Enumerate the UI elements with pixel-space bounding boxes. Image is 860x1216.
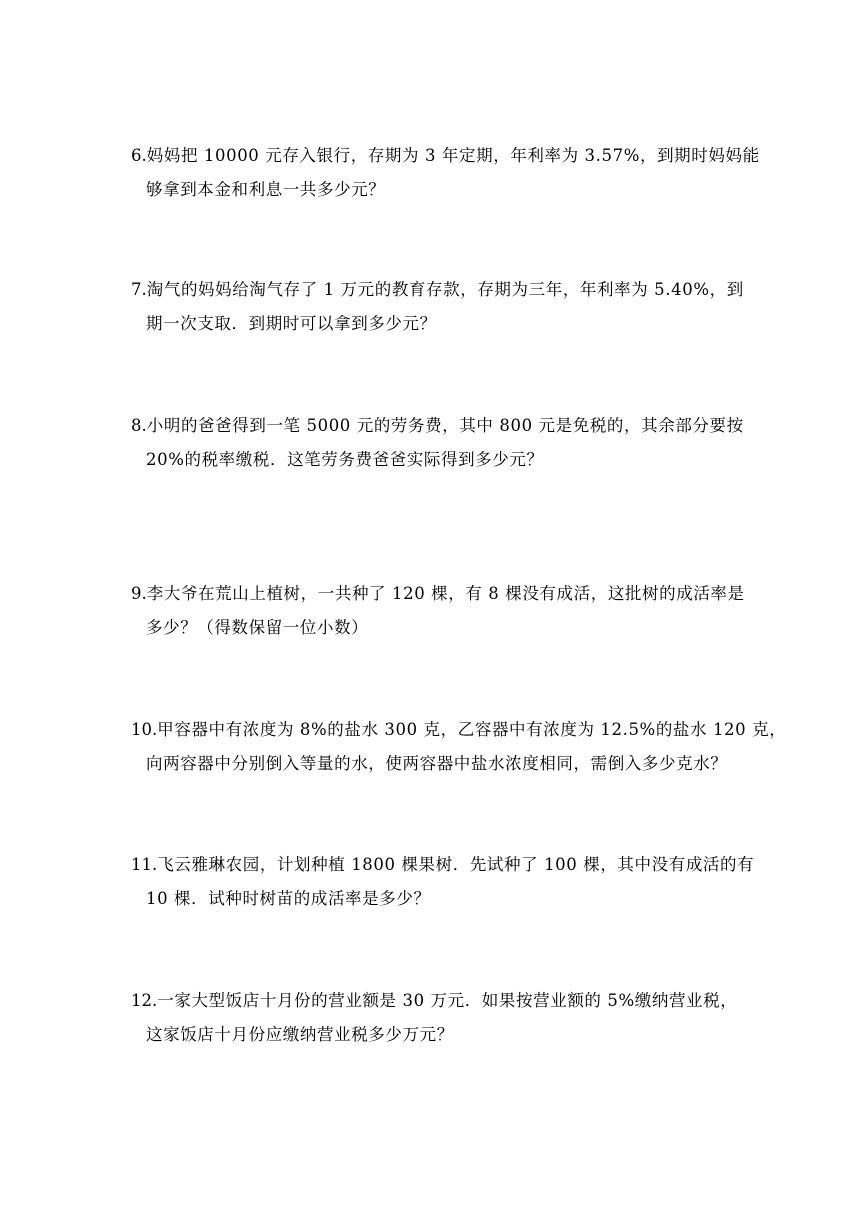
question-text: 一家大型饭店十月份的营业额是 30 万元．如果按营业额的 5%缴纳营业税， <box>157 991 738 1010</box>
question-9 <box>131 577 745 645</box>
question-line <box>131 139 760 173</box>
question-text: 妈妈把 10000 元存入银行，存期为 3 年定期，年利率为 3.57%，到期时妈妈能 <box>146 146 760 165</box>
question-text: 小明的爸爸得到一笔 5000 元的劳务费，其中 800 元是免税的，其余部分要按 <box>146 416 744 435</box>
question-number: 10. <box>131 720 158 739</box>
question-text: 飞云雅琳农园，计划种植 1800 棵果树．先试种了 100 棵，其中没有成活的有 <box>157 855 755 874</box>
question-text: 甲容器中有浓度为 8%的盐水 300 克，乙容器中有浓度为 12.5%的盐水 120 克， <box>157 720 787 739</box>
question-text-continued: 够拿到本金和利息一共多少元？ <box>146 180 386 199</box>
question-line <box>131 713 787 747</box>
question-number: 6. <box>131 146 147 165</box>
question-line <box>131 273 744 307</box>
question-12 <box>131 984 738 1052</box>
question-text-continued: 期一次支取．到期时可以拿到多少元？ <box>146 314 437 333</box>
question-text-continued: 向两容器中分别倒入等量的水，使两容器中盐水浓度相同，需倒入多少克水？ <box>146 754 728 773</box>
question-line <box>131 984 738 1018</box>
question-number: 7. <box>131 280 147 299</box>
question-text: 李大爷在荒山上植树，一共种了 120 棵，有 8 棵没有成活，这批树的成活率是 <box>146 584 745 603</box>
question-text-continued: 20%的税率缴税．这笔劳务费爸爸实际得到多少元？ <box>146 450 544 469</box>
question-text-continued: 多少？（得数保留一位小数） <box>146 618 369 637</box>
question-11 <box>131 848 755 916</box>
question-line <box>131 577 745 611</box>
question-10 <box>131 713 787 781</box>
question-text: 淘气的妈妈给淘气存了 1 万元的教育存款，存期为三年，年利率为 5.40%，到 <box>146 280 744 299</box>
question-number: 9. <box>131 584 147 603</box>
question-8 <box>131 409 744 477</box>
question-number: 12. <box>131 991 158 1010</box>
question-line <box>131 409 744 443</box>
question-number: 11. <box>131 855 158 874</box>
question-text-continued: 这家饭店十月份应缴纳营业税多少万元？ <box>146 1025 454 1044</box>
question-number: 8. <box>131 416 147 435</box>
question-line <box>131 848 755 882</box>
question-7 <box>131 273 744 341</box>
question-6 <box>131 139 760 207</box>
question-text-continued: 10 棵．试种时树苗的成活率是多少？ <box>146 889 431 908</box>
